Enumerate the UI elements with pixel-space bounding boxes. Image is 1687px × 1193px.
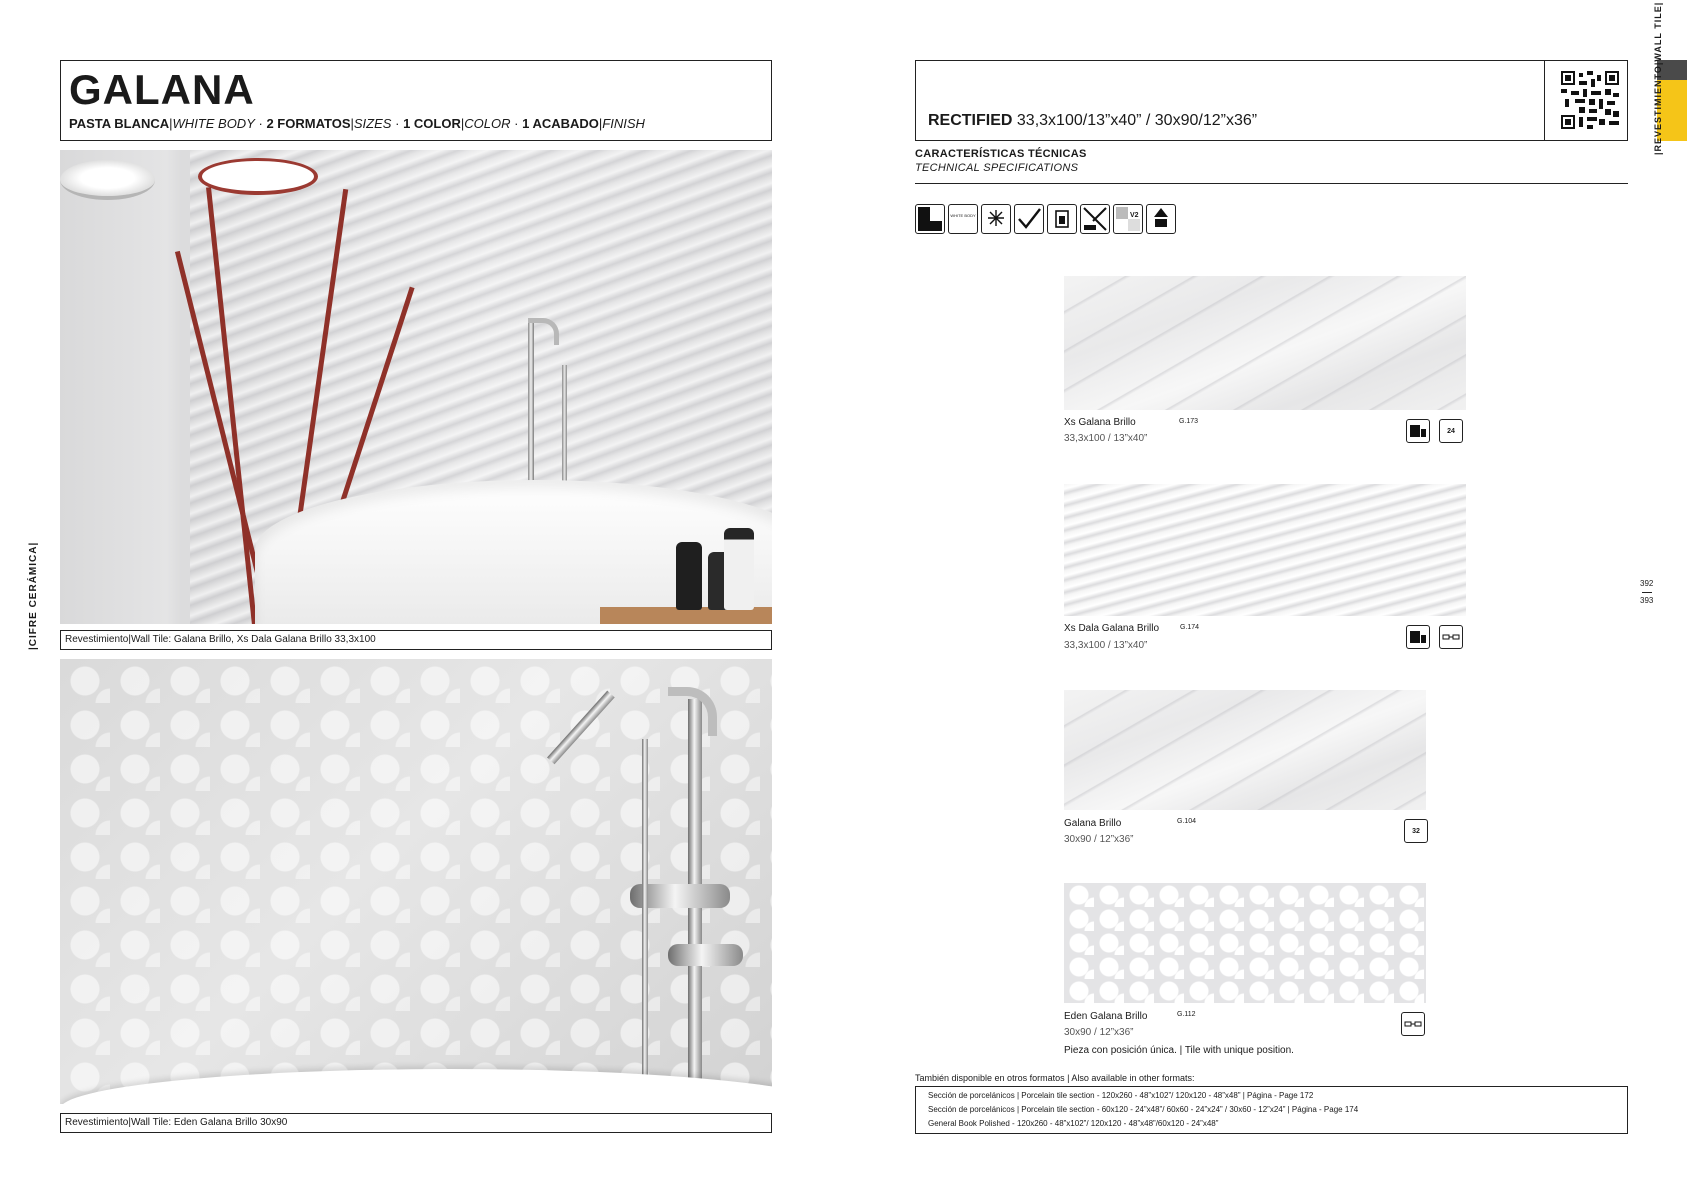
v2-label: V2: [1130, 212, 1139, 219]
tech-title-en: TECHNICAL SPECIFICATIONS: [915, 162, 1079, 174]
white-body-icon: WHITE BODY: [948, 204, 978, 234]
shower-hose: [562, 365, 567, 495]
shade-icon: [1146, 204, 1176, 234]
mixer-handle: [668, 944, 743, 966]
also-available-box: [915, 1086, 1628, 1134]
shower-hose: [642, 739, 648, 1079]
frost-icon: [981, 204, 1011, 234]
tile-swatch-eden-galana-brillo[interactable]: [1064, 883, 1426, 1003]
tile-swatch-xs-galana-brillo[interactable]: [1064, 276, 1466, 410]
product-size: 33,3x100 / 13”x40”: [1064, 640, 1148, 651]
photo-caption-2: Revestimiento|Wall Tile: Eden Galana Brillo 30x90: [60, 1113, 772, 1133]
dot: ·: [395, 116, 400, 131]
also-available-line: Sección de porcelánicos | Porcelain tile section - 60x120 - 24”x48”/ 60x60 - 24”x24” / 30x60 - 12”x24” | Página - Page 174: [928, 1105, 1359, 1114]
product-code: G.112: [1177, 1011, 1196, 1018]
finish-es: 1 ACABADO: [522, 116, 599, 131]
thickness-icon: [1047, 204, 1077, 234]
color-en: COLOR: [464, 116, 511, 131]
hexagon-tile-texture: [60, 659, 772, 1104]
unique-position-icon: [1401, 1012, 1425, 1036]
rectified-icon: [1014, 204, 1044, 234]
faucet-spout: [528, 318, 559, 345]
finish-en: FINISH: [602, 116, 645, 131]
lamp-shade-right: [198, 158, 318, 195]
section-side-label: |REVESTIMIENTO|WALL TILE|: [1653, 1, 1663, 155]
pcs-per-box-badge: 32: [1404, 819, 1428, 843]
divider: [915, 183, 1628, 184]
product-code: G.173: [1179, 418, 1199, 425]
collection-subtitle: [69, 116, 645, 132]
rectified-label: RECTIFIED: [928, 112, 1013, 129]
box-icon: [1406, 419, 1430, 443]
unique-position-icon: [1439, 625, 1463, 649]
product-name: Galana Brillo: [1064, 818, 1122, 829]
rectified-box: [915, 60, 1628, 141]
rectified-sizes: [928, 112, 1257, 130]
also-available-line: General Book Polished - 120x260 - 48”x102”/ 120x120 - 48”x48”/60x120 - 24”x48”: [928, 1119, 1219, 1128]
wall-tile-icon: [915, 204, 945, 234]
box-icon: [1406, 625, 1430, 649]
mosaic-icon: [1080, 204, 1110, 234]
page-number-right: 393: [1640, 596, 1654, 605]
dot: ·: [258, 116, 263, 131]
soap-bottle: [724, 528, 754, 610]
tile-swatch-xs-dala-galana-brillo[interactable]: [1064, 484, 1466, 616]
lamp-shade-left: [60, 160, 155, 200]
page-numbers: [1640, 578, 1653, 607]
product-size: 33,3x100 / 13”x40”: [1064, 433, 1148, 444]
title-box: [60, 60, 772, 141]
dot: ·: [514, 116, 519, 131]
also-available-line: Sección de porcelánicos | Porcelain tile section - 120x260 - 48”x102”/ 120x120 - 48”x48” | Página - Page 172: [928, 1091, 1314, 1100]
product-name: Xs Dala Galana Brillo: [1064, 623, 1160, 634]
body-en: WHITE BODY: [172, 116, 255, 131]
page-number-left: 392: [1640, 579, 1654, 588]
variation-v2-icon: [1113, 204, 1143, 234]
soap-bottle: [676, 542, 702, 610]
sep: |: [169, 116, 173, 131]
divider: [1642, 592, 1652, 593]
brand-side-label: |CIFRE CERÁMICA|: [28, 541, 39, 650]
tech-title-es: CARACTERÍSTICAS TÉCNICAS: [915, 148, 1087, 160]
bathroom-photo-1: [60, 150, 772, 624]
unique-position-note: Pieza con posición única. | Tile with unique position.: [1064, 1045, 1294, 1056]
sep: |: [460, 116, 465, 131]
product-code: G.174: [1180, 624, 1200, 631]
product-size: 30x90 / 12”x36”: [1064, 1027, 1134, 1038]
divider: [1544, 61, 1545, 140]
sep: |: [350, 116, 354, 131]
sizes-en: SIZES: [353, 116, 392, 131]
pcs-per-box-badge: 24: [1439, 419, 1463, 443]
product-code: G.104: [1177, 818, 1197, 825]
photo-caption-1: Revestimiento|Wall Tile: Galana Brillo, Xs Dala Galana Brillo 33,3x100: [60, 630, 772, 650]
body-es: PASTA BLANCA: [69, 116, 170, 131]
qr-code-icon[interactable]: [1561, 71, 1619, 129]
collection-title: GALANA: [69, 66, 255, 113]
faucet-pipe: [528, 322, 534, 492]
product-name: Eden Galana Brillo: [1064, 1011, 1148, 1022]
bathroom-photo-2: [60, 659, 772, 1104]
color-es: 1 COLOR: [403, 116, 461, 131]
sizes-text: 33,3x100/13”x40” / 30x90/12”x36”: [1016, 112, 1258, 129]
product-size: 30x90 / 12”x36”: [1064, 834, 1134, 845]
sizes-es: 2 FORMATOS: [266, 116, 351, 131]
sep: |: [598, 116, 603, 131]
also-available-heading: También disponible en otros formatos | Also available in other formats:: [915, 1073, 1195, 1083]
tile-swatch-galana-brillo[interactable]: [1064, 690, 1426, 810]
product-name: Xs Galana Brillo: [1064, 417, 1136, 428]
